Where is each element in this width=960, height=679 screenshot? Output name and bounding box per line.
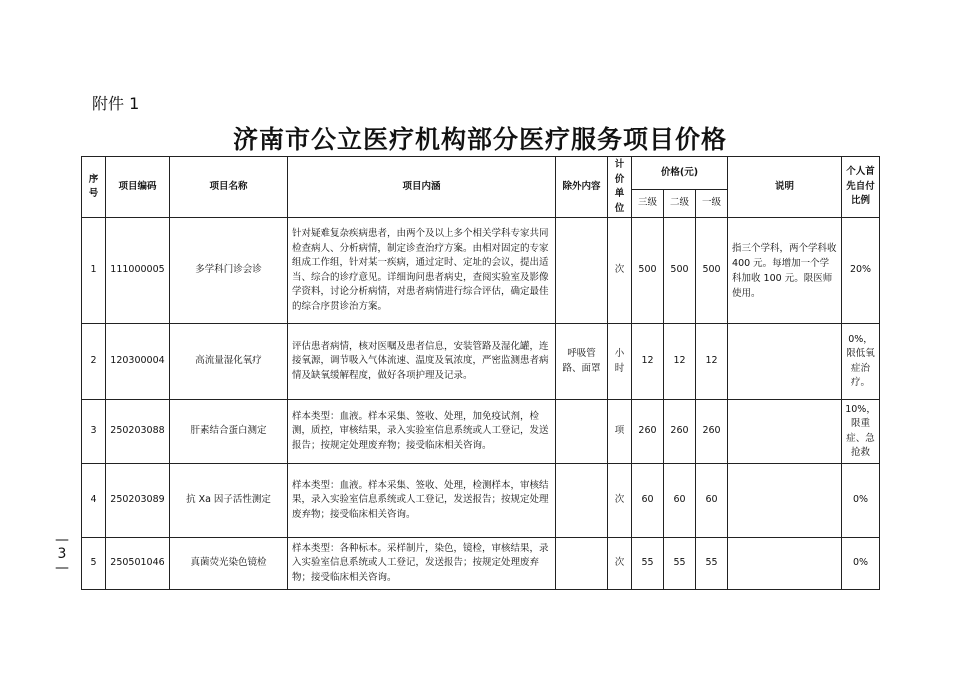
row-seq: 2	[82, 324, 106, 400]
row-level3: 500	[632, 218, 664, 324]
row-ratio: 20%	[842, 218, 880, 324]
row-unit: 小时	[608, 324, 632, 400]
row-level2: 500	[664, 218, 696, 324]
row-ratio: 0%，限低氧症治疗。	[842, 324, 880, 400]
row-level1: 60	[696, 464, 728, 538]
row-content: 样本类型：血液。样本采集、签收、处理，检测样本，审核结果，录入实验室信息系统或人工登记，发送报告；按规定处理废弃物；接受临床相关咨询。	[288, 464, 556, 538]
row-unit: 次	[608, 464, 632, 538]
row-note	[728, 464, 842, 538]
page-number-dash-top: —	[55, 532, 69, 548]
row-seq: 5	[82, 538, 106, 590]
page-number	[50, 533, 74, 575]
row-content: 样本类型：各种标本。采样制片，染色，镜检，审核结果，录入实验室信息系统或人工登记，发送报告；按规定处理废弃物；接受临床相关咨询。	[288, 538, 556, 590]
header-excluded: 除外内容	[556, 157, 608, 218]
row-level1: 12	[696, 324, 728, 400]
header-code: 项目编码	[106, 157, 170, 218]
table-row	[82, 538, 880, 590]
row-code: 120300004	[106, 324, 170, 400]
row-level3: 55	[632, 538, 664, 590]
header-level1: 一级	[696, 189, 728, 217]
row-level1: 260	[696, 400, 728, 464]
price-table	[81, 156, 880, 590]
row-name: 高流量湿化氧疗	[170, 324, 288, 400]
header-ratio: 个人首先自付比例	[842, 157, 880, 218]
row-note	[728, 400, 842, 464]
row-seq: 3	[82, 400, 106, 464]
header-note: 说明	[728, 157, 842, 218]
header-row	[82, 157, 880, 190]
row-level3: 260	[632, 400, 664, 464]
row-code: 111000005	[106, 218, 170, 324]
row-unit: 项	[608, 400, 632, 464]
row-ratio: 0%	[842, 464, 880, 538]
row-level2: 260	[664, 400, 696, 464]
row-level2: 12	[664, 324, 696, 400]
table-row	[82, 400, 880, 464]
row-excluded	[556, 464, 608, 538]
row-name: 抗 Xa 因子活性测定	[170, 464, 288, 538]
header-level2: 二级	[664, 189, 696, 217]
row-level3: 12	[632, 324, 664, 400]
row-excluded	[556, 400, 608, 464]
row-note	[728, 324, 842, 400]
row-note: 指三个学科，两个学科收 400 元。每增加一个学科加收 100 元。限医师使用。	[728, 218, 842, 324]
row-level2: 60	[664, 464, 696, 538]
row-content: 样本类型：血液。样本采集、签收、处理，加免疫试剂，检测，质控，审核结果，录入实验室信息系统或人工登记，发送报告；按规定处理废弃物；接受临床相关咨询。	[288, 400, 556, 464]
row-level3: 60	[632, 464, 664, 538]
page-number-value: 3	[57, 546, 67, 562]
row-code: 250501046	[106, 538, 170, 590]
table-row	[82, 324, 880, 400]
page-number-dash-bottom: —	[55, 560, 69, 576]
row-excluded	[556, 218, 608, 324]
row-content: 评估患者病情，核对医嘱及患者信息，安装管路及湿化罐，连接氧源，调节吸入气体流速、温度及氧浓度，严密监测患者病情及缺氧缓解程度，做好各项护理及记录。	[288, 324, 556, 400]
row-level1: 500	[696, 218, 728, 324]
header-unit: 计价单位	[608, 157, 632, 218]
row-unit: 次	[608, 218, 632, 324]
row-seq: 1	[82, 218, 106, 324]
row-name: 多学科门诊会诊	[170, 218, 288, 324]
row-level2: 55	[664, 538, 696, 590]
header-name: 项目名称	[170, 157, 288, 218]
header-seq: 序号	[82, 157, 106, 218]
row-level1: 55	[696, 538, 728, 590]
row-ratio: 10%，限重症、急抢救	[842, 400, 880, 464]
row-excluded	[556, 538, 608, 590]
row-seq: 4	[82, 464, 106, 538]
row-code: 250203089	[106, 464, 170, 538]
header-price: 价格(元)	[632, 157, 728, 190]
row-name: 真菌荧光染色镜检	[170, 538, 288, 590]
table-row	[82, 218, 880, 324]
row-code: 250203088	[106, 400, 170, 464]
row-excluded: 呼吸管路、面罩	[556, 324, 608, 400]
table-row	[82, 464, 880, 538]
header-level3: 三级	[632, 189, 664, 217]
row-content: 针对疑难复杂疾病患者，由两个及以上多个相关学科专家共同检查病人、分析病情，制定诊查治疗方案。由相对固定的专家组成工作组，针对某一疾病，通过定时、定址的会议，提出适当、综合的诊疗意见。详细询问患者病史，查阅实验室及影像学资料，讨论分析病情，对患者病情进行综合评估，确定最佳的综合序贯诊治方案。	[288, 218, 556, 324]
row-ratio: 0%	[842, 538, 880, 590]
row-note	[728, 538, 842, 590]
row-unit: 次	[608, 538, 632, 590]
row-name: 肝素结合蛋白测定	[170, 400, 288, 464]
document-title: 济南市公立医疗机构部分医疗服务项目价格	[232, 125, 727, 154]
header-content: 项目内涵	[288, 157, 556, 218]
attachment-label: 附件 1	[92, 94, 140, 113]
